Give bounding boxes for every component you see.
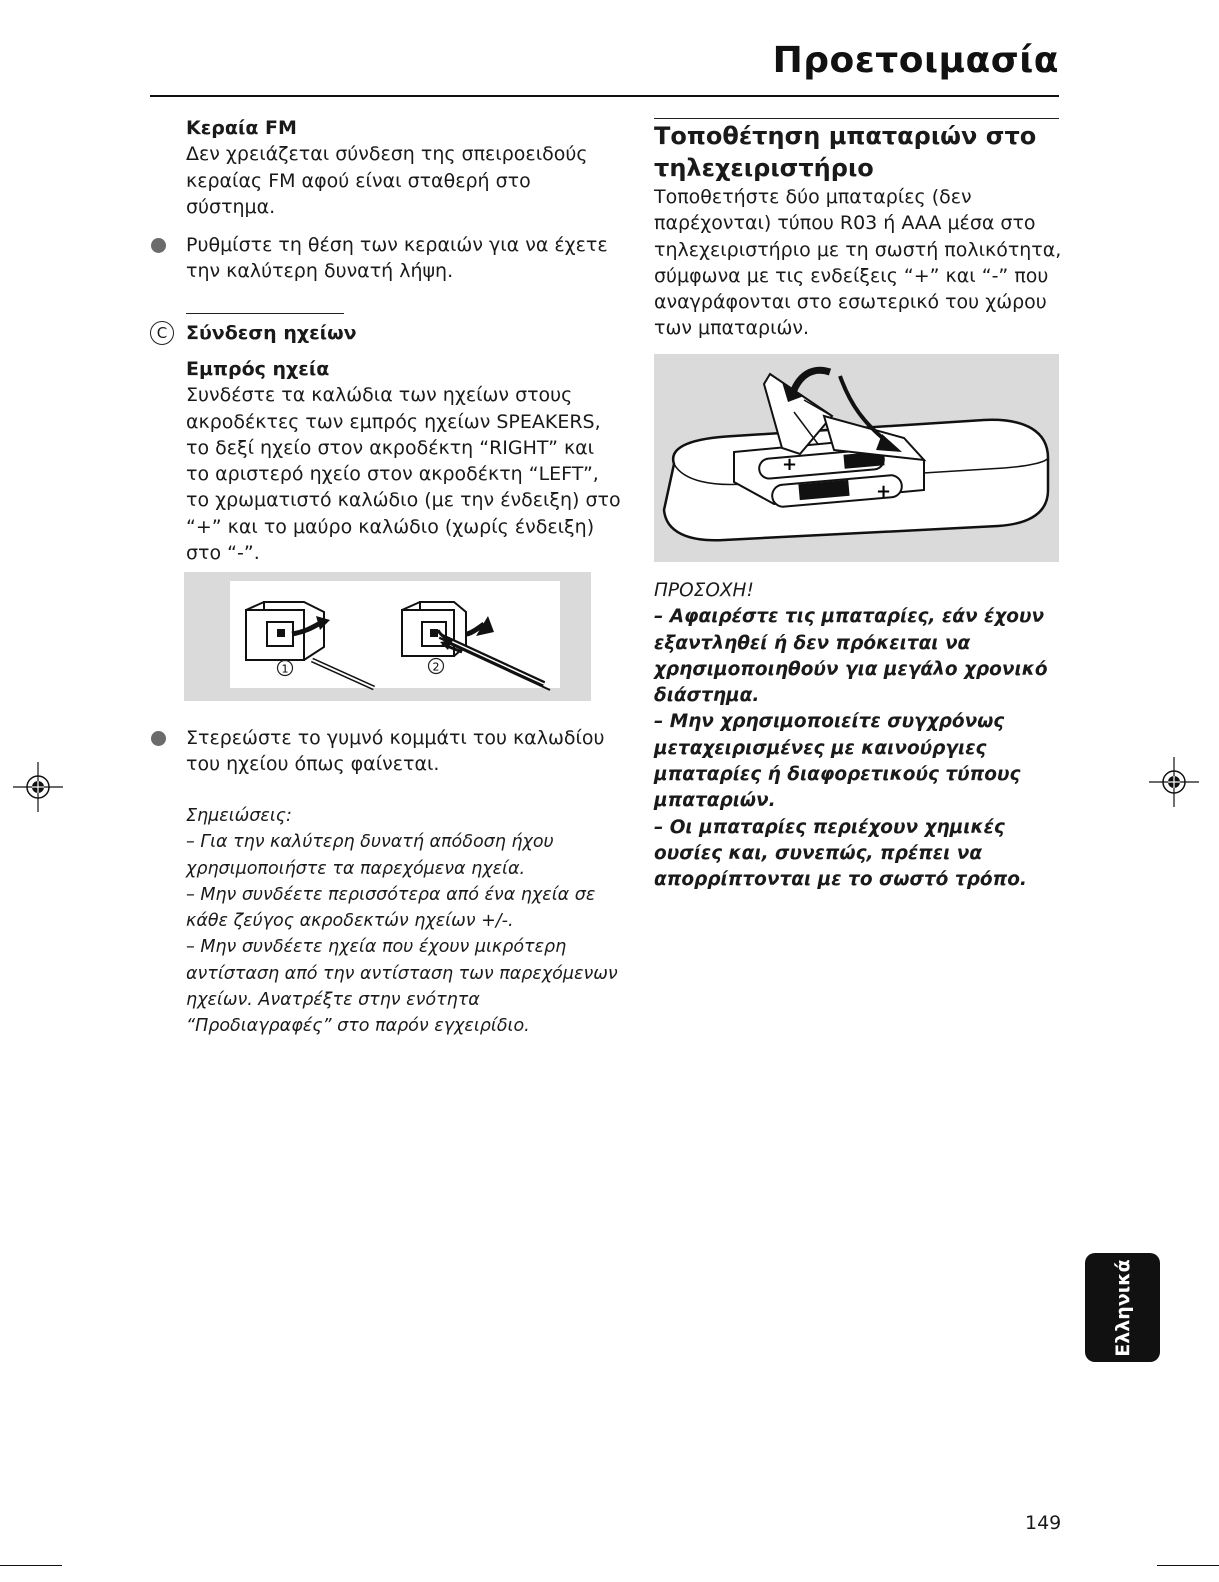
caution-line: μεταχειρισμένες με καινούργιες xyxy=(654,737,987,759)
language-tab-label: Ελληνικά xyxy=(1111,1258,1134,1357)
page-number: 149 xyxy=(1025,1512,1062,1534)
battery-heading-line: Τοποθέτηση μπαταριών στο xyxy=(654,122,1037,150)
notes-line: – Για την καλύτερη δυνατή απόδοση ήχου xyxy=(186,832,554,853)
bullet-text-line: την καλύτερη δυνατή λήψη. xyxy=(186,260,454,283)
bullet-text-line: Στερεώστε το γυμνό κομμάτι του καλωδίου xyxy=(186,727,605,749)
fm-heading: Κεραία FM xyxy=(186,117,297,139)
crop-mark xyxy=(1157,1565,1219,1566)
language-tab xyxy=(1085,1253,1160,1362)
crop-mark xyxy=(0,1565,62,1566)
battery-text-line: τηλεχειριστήριο με τη σωστή πολικότητα, xyxy=(654,238,1062,261)
caution-line: εξαντληθεί ή δεν πρόκειται να xyxy=(654,632,971,654)
speaker-terminal-figure xyxy=(184,572,591,701)
front-speakers-block xyxy=(186,356,621,566)
front-text-line: “+” και το μαύρο καλώδιο (χωρίς ένδειξη) xyxy=(186,515,595,538)
battery-text-line: των μπαταριών. xyxy=(654,317,810,340)
caution-line: – Αφαιρέστε τις μπαταρίες, εάν έχουν xyxy=(654,606,1045,628)
bullet-text-line: Ρυθμίστε τη θέση των κεραιών για να έχετε xyxy=(186,234,608,256)
notes-heading: Σημειώσεις: xyxy=(186,806,292,826)
registration-mark-right xyxy=(1149,757,1199,807)
battery-instructions xyxy=(654,184,1061,342)
front-text-line: το αριστερό ηχείο στον ακροδέκτη “LEFT”, xyxy=(186,463,599,486)
battery-heading-line: τηλεχειριστήριο xyxy=(654,154,874,182)
caution-line: μπαταριών. xyxy=(654,790,776,812)
page-title: Προετοιμασία xyxy=(772,40,1059,81)
front-text-line: το δεξί ηχείο στον ακροδέκτη “RIGHT” και xyxy=(186,436,595,459)
notes-line: “Προδιαγραφές” στο παρόν εγχειρίδιο. xyxy=(186,1016,530,1037)
antenna-bullet-text xyxy=(186,232,608,285)
header-rule xyxy=(150,95,1059,97)
battery-text-line: σύμφωνα με τις ενδείξεις “+” και “-” που xyxy=(654,264,1049,287)
fm-text-line: κεραίας FM αφού είναι σταθερή στο xyxy=(186,169,531,192)
section-title: Σύνδεση ηχείων xyxy=(186,322,357,344)
battery-text-line: αναγράφονται στο εσωτερικό του χώρου xyxy=(654,291,1047,314)
notes-line: χρησιμοποιήστε τα παρεχόμενα ηχεία. xyxy=(186,858,526,879)
notes-line: αντίσταση από την αντίσταση των παρεχόμενων xyxy=(186,963,618,984)
notes-line: κάθε ζεύγος ακροδεκτών ηχείων +/-. xyxy=(186,911,514,932)
front-text-line: το χρωματιστό καλώδιο (με την ένδειξη) στο xyxy=(186,489,621,512)
notes-line: – Μην συνδέετε περισσότερα από ένα ηχεία σε xyxy=(186,884,596,905)
caution-block xyxy=(654,578,1048,894)
bullet-dot xyxy=(151,238,166,253)
caution-line: μπαταρίες ή διαφορετικούς τύπους xyxy=(654,764,1021,786)
front-text-line: Συνδέστε τα καλώδια των ηχείων στους xyxy=(186,384,573,407)
notes-block xyxy=(186,803,618,1040)
caution-line: απορρίπτονται με το σωστό τρόπο. xyxy=(654,869,1027,891)
battery-plus-sign: + xyxy=(782,454,798,475)
speaker-terminal-illustration xyxy=(184,572,591,701)
figure-label-2: 2 xyxy=(432,660,440,674)
battery-heading xyxy=(654,120,1036,184)
section-letter-badge: C xyxy=(150,321,174,345)
notes-line: – Μην συνδέετε ηχεία που έχουν μικρότερη xyxy=(186,937,567,958)
bullet-text-line: του ηχείου όπως φαίνεται. xyxy=(186,753,440,776)
fm-antenna-block xyxy=(186,115,588,220)
front-speakers-heading: Εμπρός ηχεία xyxy=(186,358,330,380)
registration-mark-left xyxy=(13,762,63,812)
bullet-dot xyxy=(151,731,166,746)
wire-bullet-text xyxy=(186,725,605,778)
remote-battery-figure xyxy=(654,354,1059,562)
figure-label-1: 1 xyxy=(281,662,289,676)
section-rule xyxy=(186,313,344,314)
caution-line: – Οι μπαταρίες περιέχουν χημικές xyxy=(654,816,1005,838)
front-text-line: ακροδέκτες των εμπρός ηχείων SPEAKERS, xyxy=(186,410,601,433)
remote-battery-illustration xyxy=(654,354,1059,562)
notes-line: ηχείων. Ανατρέξτε στην ενότητα xyxy=(186,990,480,1011)
right-section-rule xyxy=(654,118,1059,119)
fm-text-line: Δεν χρειάζεται σύνδεση της σπειροειδούς xyxy=(186,143,588,166)
caution-line: – Μην χρησιμοποιείτε συγχρόνως xyxy=(654,711,1005,733)
front-text-line: στο “-”. xyxy=(186,542,260,565)
caution-line: ουσίες και, συνεπώς, πρέπει να xyxy=(654,842,983,864)
battery-plus-sign: + xyxy=(876,481,892,502)
battery-text-line: παρέχονται) τύπου R03 ή AAA μέσα στο xyxy=(654,212,1036,235)
caution-heading: ΠΡΟΣΟΧΗ! xyxy=(654,580,754,601)
fm-text-line: σύστημα. xyxy=(186,195,276,218)
battery-text-line: Τοποθετήστε δύο μπαταρίες (δεν xyxy=(654,186,972,208)
caution-line: διάστημα. xyxy=(654,685,760,707)
caution-line: χρησιμοποιηθούν για μεγάλο χρονικό xyxy=(654,658,1048,680)
